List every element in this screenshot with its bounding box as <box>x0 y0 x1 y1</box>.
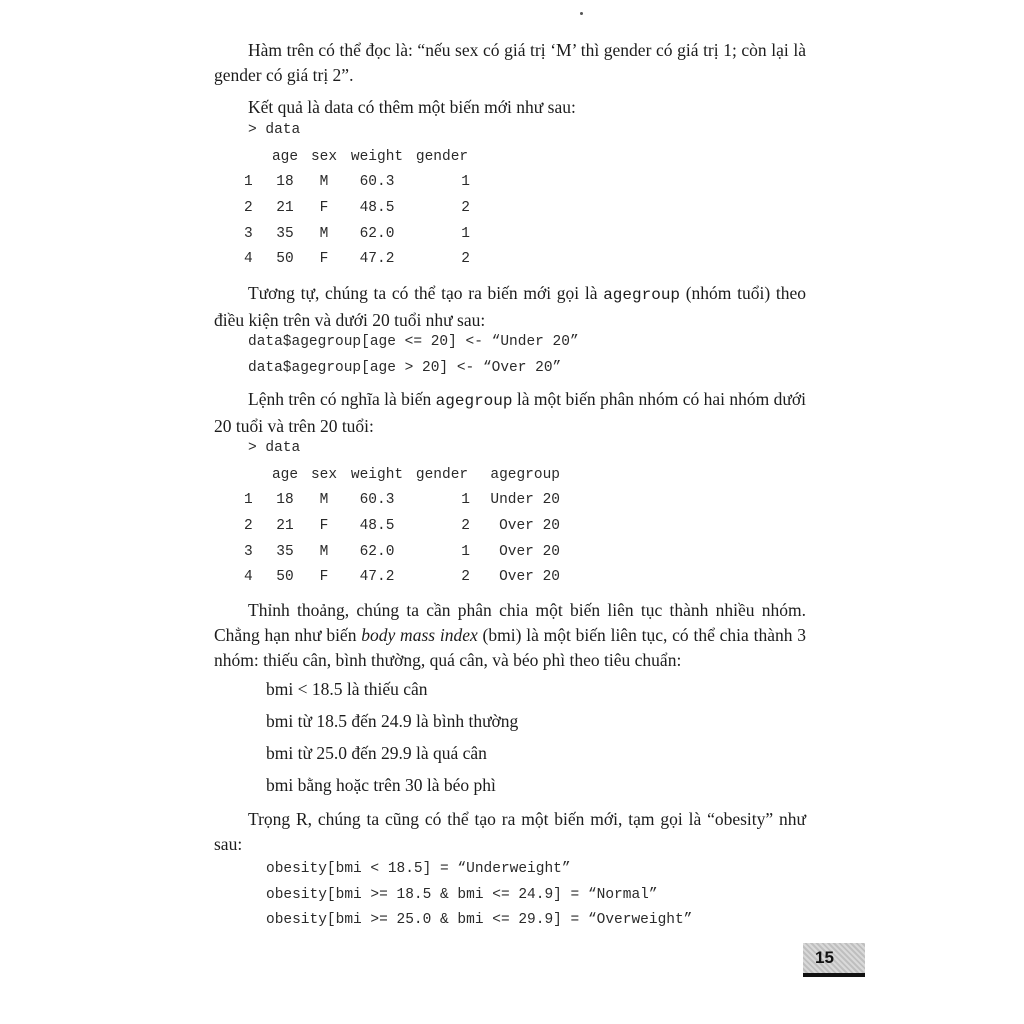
cell-sex: F <box>319 251 329 268</box>
cell-weight: 48.5 <box>359 517 395 534</box>
bmi-criterion-item: bmi từ 18.5 đến 24.9 là bình thường <box>266 711 519 731</box>
header-cell: gender <box>415 148 469 165</box>
code-block-obesity <box>266 857 692 934</box>
paragraph-result-intro: Kết quả là data có thêm một biến mới như sau: <box>248 97 576 117</box>
code-line: obesity[bmi >= 18.5 & bmi <= 24.9] = “Normal” <box>266 886 658 903</box>
scan-speck <box>580 12 583 15</box>
cell-age: 35 <box>276 225 294 242</box>
row-index: 3 <box>244 543 253 560</box>
data-frame-table-2 <box>244 462 560 590</box>
row-index: 1 <box>244 174 253 191</box>
italic-term: body mass index <box>361 625 478 645</box>
table-header-row <box>244 462 560 488</box>
cell-age: 21 <box>276 199 294 216</box>
bmi-criterion-item: bmi bằng hoặc trên 30 là béo phì <box>266 775 496 795</box>
cell-sex: M <box>319 174 329 191</box>
cell-age: 18 <box>276 174 294 191</box>
row-index: 1 <box>244 492 253 509</box>
code-line: obesity[bmi >= 25.0 & bmi <= 29.9] = “Overweight” <box>266 912 693 929</box>
cell-age: 50 <box>276 569 294 586</box>
paragraph-obesity-intro: Trọng R, chúng ta cũng có thể tạo ra một biến mới, tạm gọi là “obesity” như sau: <box>214 809 806 854</box>
header-cell <box>244 144 266 170</box>
data-prompt-1: > data <box>248 122 301 138</box>
code-line: data$agegroup[age > 20] <- “Over 20” <box>248 359 562 376</box>
cell-agegroup: Under 20 <box>490 492 560 509</box>
cell-gender: 2 <box>461 569 470 586</box>
page-number: 15 <box>803 943 865 973</box>
cell-sex: F <box>319 517 329 534</box>
row-index: 3 <box>244 225 253 242</box>
code-line: obesity[bmi < 18.5] = “Underweight” <box>266 861 571 877</box>
text-run: (nhóm tuổi) theo điều kiện trên và dưới 20 tuổi như sau: <box>214 283 806 330</box>
text-run: (bmi) là một biến liên tục, có thể chia thành 3 nhóm: thiếu cân, bình thường, quá cân, và béo phì theo tiêu chuẩn: <box>214 625 807 670</box>
header-cell <box>244 462 266 488</box>
cell-age: 18 <box>276 492 294 509</box>
cell-sex: M <box>319 492 329 509</box>
data-prompt-2: > data <box>248 440 301 456</box>
paragraph-gender-explanation: Hàm trên có thể đọc là: “nếu sex có giá trị ‘M’ thì gender có giá trị 1; còn lại là gender có giá trị 2”. <box>214 40 806 85</box>
row-index: 2 <box>244 517 253 534</box>
cell-sex: F <box>319 199 329 216</box>
text-run: là một biến phân nhóm có hai nhóm dưới 20 tuổi và trên 20 tuổi: <box>214 389 806 436</box>
cell-weight: 47.2 <box>359 251 395 268</box>
header-cell: weight <box>350 466 404 483</box>
code-block-agegroup <box>248 330 579 381</box>
cell-age: 50 <box>276 251 294 268</box>
cell-weight: 48.5 <box>359 199 395 216</box>
code-line: data$agegroup[age <= 20] <- “Under 20” <box>248 334 579 350</box>
cell-gender: 2 <box>461 517 470 534</box>
cell-age: 35 <box>276 543 294 560</box>
header-cell: gender <box>415 466 469 483</box>
table-row <box>244 246 474 272</box>
bmi-criterion-item: bmi < 18.5 là thiếu cân <box>266 679 428 699</box>
text-run: Thỉnh thoảng, chúng ta cần phân chia một biến liên tục thành nhiều nhóm. Chẳng hạn như biến <box>214 600 806 645</box>
cell-agegroup: Over 20 <box>499 517 560 534</box>
cell-weight: 60.3 <box>359 174 395 191</box>
cell-age: 21 <box>276 517 294 534</box>
cell-gender: 1 <box>461 225 470 242</box>
header-cell: age <box>271 148 299 165</box>
header-cell: weight <box>350 148 404 165</box>
cell-gender: 2 <box>461 251 470 268</box>
cell-weight: 47.2 <box>359 569 395 586</box>
cell-sex: M <box>319 543 329 560</box>
row-index: 4 <box>244 569 253 586</box>
cell-gender: 1 <box>461 492 470 509</box>
paragraph-agegroup-meaning <box>214 387 806 439</box>
row-index: 4 <box>244 251 253 268</box>
cell-gender: 1 <box>461 543 470 560</box>
inline-code: agegroup <box>603 286 681 304</box>
cell-sex: M <box>319 225 329 242</box>
table-row <box>244 539 560 565</box>
cell-weight: 60.3 <box>359 492 395 509</box>
inline-code: agegroup <box>435 392 513 410</box>
page-number-underline <box>803 973 865 977</box>
text-run: Lệnh trên có nghĩa là biến <box>248 389 436 409</box>
cell-weight: 62.0 <box>359 225 395 242</box>
row-index: 2 <box>244 199 253 216</box>
header-cell: agegroup <box>490 466 560 483</box>
header-cell: age <box>271 466 299 483</box>
cell-agegroup: Over 20 <box>499 543 560 560</box>
cell-gender: 1 <box>461 174 470 191</box>
paragraph-agegroup-intro <box>214 281 806 333</box>
header-cell: sex <box>310 148 338 165</box>
header-cell: sex <box>310 466 338 483</box>
table-row <box>244 195 474 221</box>
data-frame-table-1 <box>244 144 474 272</box>
text-run: Tương tự, chúng ta có thể tạo ra biến mới gọi là <box>248 283 604 303</box>
table-row <box>244 564 560 590</box>
table-row <box>244 221 474 247</box>
bmi-criterion-item: bmi từ 25.0 đến 29.9 là quá cân <box>266 743 487 763</box>
table-row <box>244 488 560 514</box>
table-row <box>244 513 560 539</box>
table-header-row <box>244 144 474 170</box>
paragraph-bmi-intro <box>214 598 806 673</box>
cell-gender: 2 <box>461 199 470 216</box>
cell-agegroup: Over 20 <box>499 569 560 586</box>
cell-sex: F <box>319 569 329 586</box>
table-row <box>244 170 474 196</box>
cell-weight: 62.0 <box>359 543 395 560</box>
